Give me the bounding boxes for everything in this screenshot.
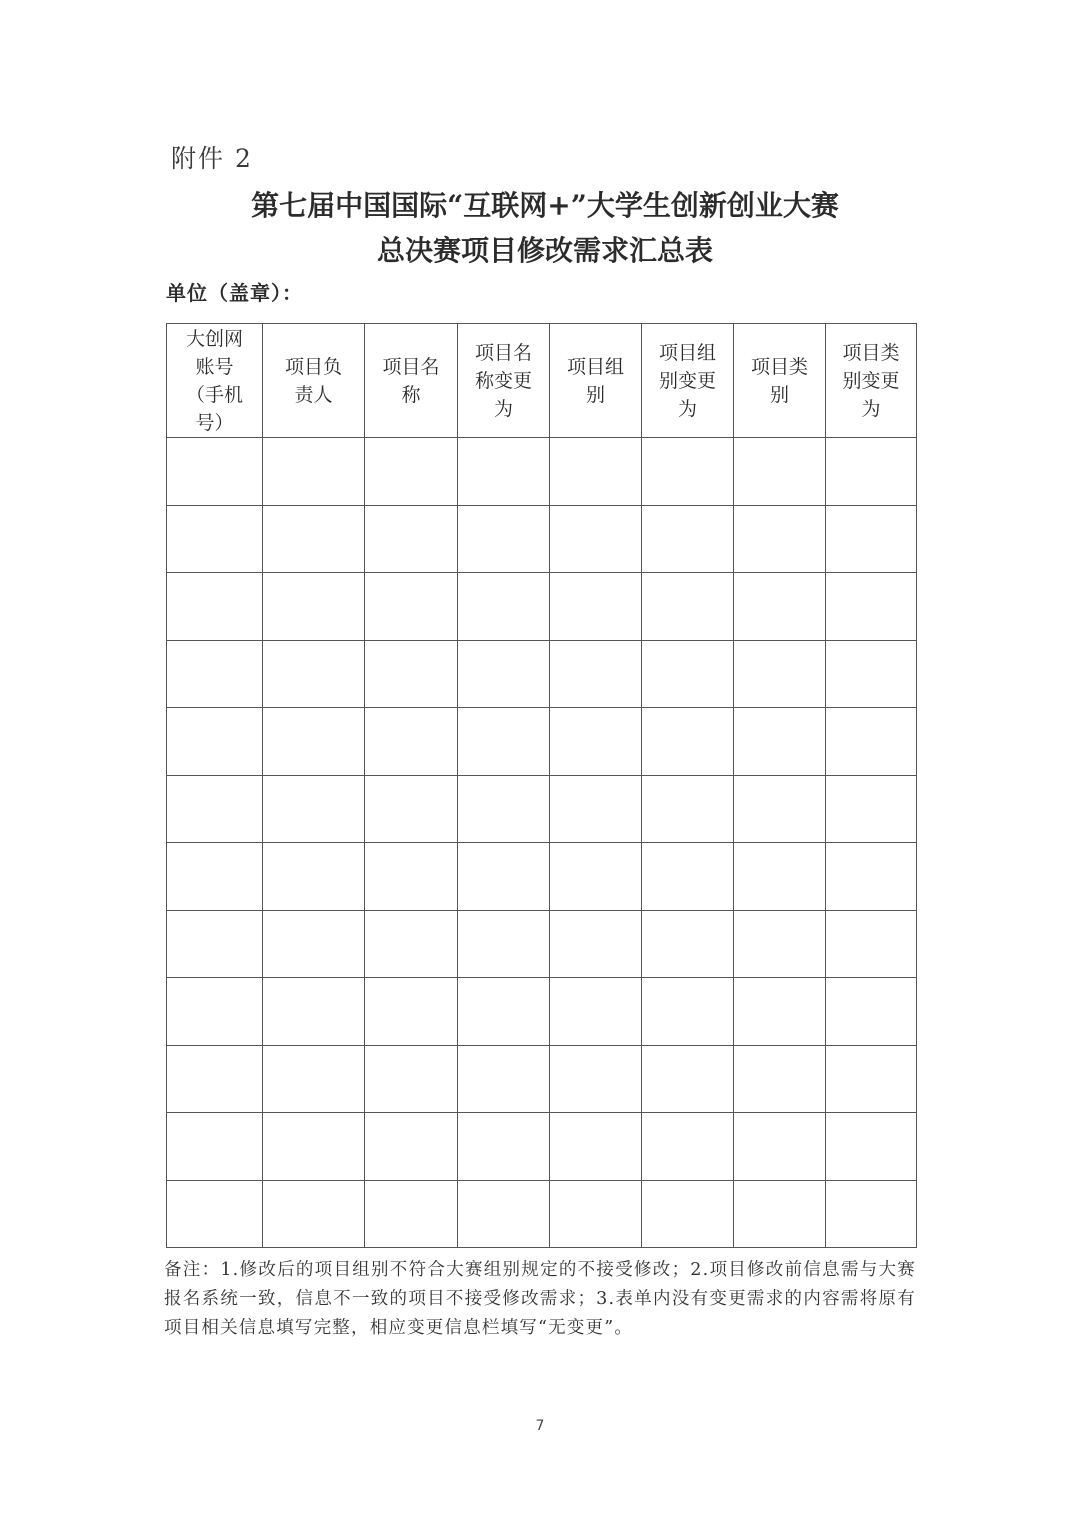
table-cell bbox=[365, 910, 458, 978]
table-cell bbox=[263, 1180, 365, 1248]
col-header-group: 项目组别 bbox=[550, 324, 642, 438]
table-cell bbox=[826, 843, 917, 911]
table-cell bbox=[734, 775, 826, 843]
table-row bbox=[167, 640, 917, 708]
table-cell bbox=[458, 438, 550, 506]
table-cell bbox=[642, 708, 734, 776]
table-cell bbox=[642, 1113, 734, 1181]
table-cell bbox=[550, 1180, 642, 1248]
table-cell bbox=[167, 573, 263, 641]
table-cell bbox=[550, 775, 642, 843]
table-cell bbox=[734, 573, 826, 641]
table-cell bbox=[734, 505, 826, 573]
table-cell bbox=[642, 505, 734, 573]
table-cell bbox=[167, 640, 263, 708]
table-cell bbox=[263, 1045, 365, 1113]
table-cell bbox=[458, 708, 550, 776]
table-cell bbox=[365, 1180, 458, 1248]
table-cell bbox=[826, 505, 917, 573]
table-cell bbox=[550, 1113, 642, 1181]
col-header-category-change: 项目类别变更为 bbox=[826, 324, 917, 438]
table-cell bbox=[365, 1113, 458, 1181]
table-cell bbox=[458, 505, 550, 573]
table-cell bbox=[365, 843, 458, 911]
table-cell bbox=[550, 978, 642, 1046]
remarks-note: 备注：1.修改后的项目组别不符合大赛组别规定的不接受修改；2.项目修改前信息需与大赛报名系统一致，信息不一致的项目不接受修改需求；3.表单内没有变更需求的内容需将原有项目相关信息填写完整，相应变更信息栏填写“无变更”。 bbox=[164, 1260, 916, 1338]
table-row bbox=[167, 775, 917, 843]
table-cell bbox=[734, 1113, 826, 1181]
table-cell bbox=[550, 708, 642, 776]
table-cell bbox=[263, 640, 365, 708]
table-header-row bbox=[167, 324, 917, 438]
table-cell bbox=[263, 843, 365, 911]
table-cell bbox=[167, 1180, 263, 1248]
table-cell bbox=[167, 708, 263, 776]
table-cell bbox=[263, 708, 365, 776]
table-row bbox=[167, 978, 917, 1046]
table-cell bbox=[167, 910, 263, 978]
table-cell bbox=[734, 708, 826, 776]
document-title-line1: 第七届中国国际“互联网+”大学生创新创业大赛 bbox=[251, 189, 839, 222]
table-row bbox=[167, 438, 917, 506]
table-cell bbox=[365, 573, 458, 641]
table-cell bbox=[365, 640, 458, 708]
table-row bbox=[167, 708, 917, 776]
col-header-leader: 项目负责人 bbox=[263, 324, 365, 438]
table-cell bbox=[458, 1113, 550, 1181]
table-cell bbox=[826, 708, 917, 776]
table-cell bbox=[642, 1180, 734, 1248]
table-cell bbox=[826, 1180, 917, 1248]
document-title-line2: 总决赛项目修改需求汇总表 bbox=[376, 234, 713, 267]
table-cell bbox=[550, 843, 642, 911]
table-cell bbox=[734, 1045, 826, 1113]
table-cell bbox=[734, 640, 826, 708]
table-cell bbox=[734, 438, 826, 506]
table-row bbox=[167, 573, 917, 641]
table-cell bbox=[458, 910, 550, 978]
table-cell bbox=[550, 505, 642, 573]
table-cell bbox=[365, 1045, 458, 1113]
table-cell bbox=[642, 843, 734, 911]
table-row bbox=[167, 505, 917, 573]
table-cell bbox=[642, 910, 734, 978]
table-cell bbox=[550, 640, 642, 708]
table-row bbox=[167, 910, 917, 978]
table-cell bbox=[458, 640, 550, 708]
table-cell bbox=[826, 640, 917, 708]
table-cell bbox=[734, 843, 826, 911]
table-cell bbox=[642, 775, 734, 843]
table-cell bbox=[550, 910, 642, 978]
table-cell bbox=[263, 438, 365, 506]
table-cell bbox=[642, 640, 734, 708]
table-cell bbox=[826, 573, 917, 641]
table-row bbox=[167, 1180, 917, 1248]
table-cell bbox=[826, 1113, 917, 1181]
table-cell bbox=[826, 1045, 917, 1113]
table-cell bbox=[167, 978, 263, 1046]
table-cell bbox=[458, 978, 550, 1046]
col-header-category: 项目类别 bbox=[734, 324, 826, 438]
table-cell bbox=[826, 438, 917, 506]
unit-seal-label: 单位（盖章）： bbox=[166, 281, 303, 305]
table-cell bbox=[734, 910, 826, 978]
table-cell bbox=[826, 910, 917, 978]
table-cell bbox=[167, 775, 263, 843]
table-cell bbox=[365, 505, 458, 573]
attachment-label: 附件 2 bbox=[171, 144, 253, 173]
table-cell bbox=[263, 978, 365, 1046]
table-cell bbox=[167, 1113, 263, 1181]
table-cell bbox=[458, 1045, 550, 1113]
table-cell bbox=[642, 438, 734, 506]
table-body bbox=[167, 438, 917, 1248]
table-row bbox=[167, 1113, 917, 1181]
table-cell bbox=[734, 978, 826, 1046]
col-header-account: 大创网账号（手机号） bbox=[167, 324, 263, 438]
table-cell bbox=[365, 438, 458, 506]
table-cell bbox=[458, 573, 550, 641]
modification-request-table bbox=[166, 323, 917, 1248]
table-row bbox=[167, 1045, 917, 1113]
col-header-project-name-change: 项目名称变更为 bbox=[458, 324, 550, 438]
col-header-project-name: 项目名称 bbox=[365, 324, 458, 438]
table-cell bbox=[458, 1180, 550, 1248]
table-cell bbox=[642, 1045, 734, 1113]
table-cell bbox=[365, 708, 458, 776]
table-cell bbox=[263, 1113, 365, 1181]
table-cell bbox=[458, 843, 550, 911]
table-cell bbox=[458, 775, 550, 843]
page-number: 7 bbox=[535, 1418, 545, 1434]
table-cell bbox=[167, 843, 263, 911]
col-header-group-change: 项目组别变更为 bbox=[642, 324, 734, 438]
table-cell bbox=[365, 775, 458, 843]
table-cell bbox=[826, 978, 917, 1046]
table-cell bbox=[263, 910, 365, 978]
table-cell bbox=[263, 505, 365, 573]
table-cell bbox=[550, 1045, 642, 1113]
table-cell bbox=[550, 438, 642, 506]
table-cell bbox=[642, 978, 734, 1046]
table-cell bbox=[263, 775, 365, 843]
table-cell bbox=[550, 573, 642, 641]
table-cell bbox=[167, 505, 263, 573]
table-row bbox=[167, 843, 917, 911]
table-cell bbox=[734, 1180, 826, 1248]
table-cell bbox=[642, 573, 734, 641]
table-cell bbox=[826, 775, 917, 843]
table-cell bbox=[263, 573, 365, 641]
table-cell bbox=[365, 978, 458, 1046]
table-cell bbox=[167, 1045, 263, 1113]
table-cell bbox=[167, 438, 263, 506]
